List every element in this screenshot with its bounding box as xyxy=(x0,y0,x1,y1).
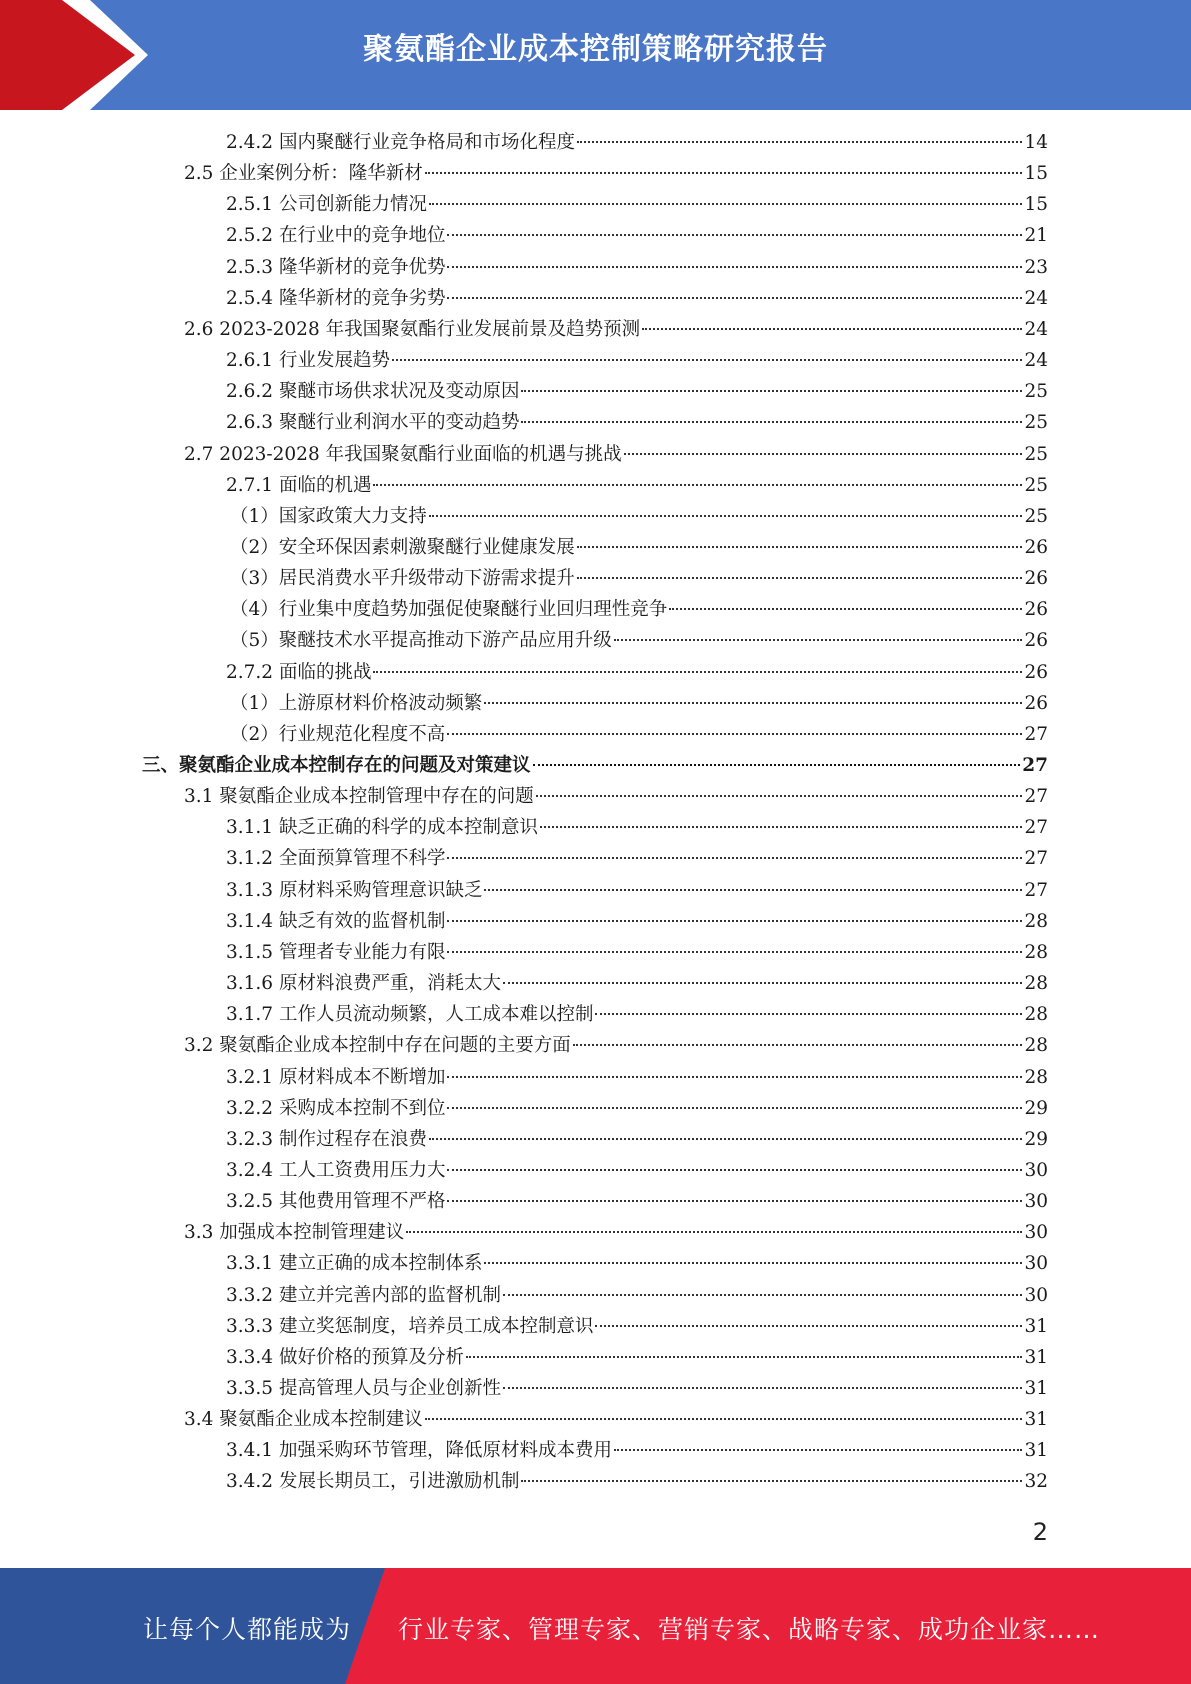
toc-entry-page-number: 30 xyxy=(1024,1284,1048,1306)
toc-entry-page-number: 28 xyxy=(1024,941,1048,963)
toc-entry[interactable] xyxy=(226,407,1048,438)
toc-entry-title: 3.3.5 提高管理人员与企业创新性 xyxy=(226,1378,501,1399)
toc-dot-leader xyxy=(573,1044,1023,1046)
toc-entry-page-number: 32 xyxy=(1024,1471,1048,1493)
toc-entry[interactable] xyxy=(230,625,1048,656)
toc-entry[interactable] xyxy=(226,1155,1048,1186)
toc-dot-leader xyxy=(392,359,1022,361)
toc-entry-page-number: 27 xyxy=(1024,848,1048,870)
page-number: 2 xyxy=(1032,1518,1048,1546)
toc-entry-page-number: 25 xyxy=(1024,474,1048,496)
toc-entry-title: 3.1 聚氨酯企业成本控制管理中存在的问题 xyxy=(184,786,534,808)
toc-dot-leader xyxy=(447,297,1022,299)
toc-entry-title: 2.6.3 聚醚行业利润水平的变动趋势 xyxy=(226,412,520,434)
toc-entry-page-number: 26 xyxy=(1024,692,1048,714)
toc-dot-leader xyxy=(521,421,1022,423)
toc-entry[interactable] xyxy=(226,376,1048,407)
toc-entry[interactable] xyxy=(184,1404,1048,1435)
toc-dot-leader xyxy=(425,1418,1023,1420)
toc-entry-title: 3.3 加强成本控制管理建议 xyxy=(184,1222,405,1244)
toc-entry[interactable] xyxy=(226,1124,1048,1155)
toc-entry-title: 3.2.3 制作过程存在浪费 xyxy=(226,1128,427,1150)
toc-entry-page-number: 28 xyxy=(1024,1035,1048,1057)
toc-entry-title: 3.1.7 工作人员流动频繁，人工成本难以控制 xyxy=(226,1004,594,1026)
toc-entry-title: 2.6.1 行业发展趋势 xyxy=(226,350,390,372)
toc-dot-leader xyxy=(447,733,1022,735)
toc-entry-page-number: 26 xyxy=(1024,568,1048,590)
toc-entry[interactable] xyxy=(230,594,1048,625)
toc-dot-leader xyxy=(533,764,1021,766)
toc-entry-page-number: 31 xyxy=(1024,1409,1048,1431)
toc-entry[interactable] xyxy=(226,189,1048,220)
toc-entry[interactable] xyxy=(226,968,1048,999)
toc-entry-page-number: 24 xyxy=(1024,318,1048,340)
toc-dot-leader xyxy=(406,1231,1022,1233)
toc-dot-leader xyxy=(521,390,1022,392)
toc-entry[interactable] xyxy=(226,1311,1048,1342)
toc-entry[interactable] xyxy=(226,283,1048,314)
toc-entry-page-number: 28 xyxy=(1024,1066,1048,1088)
toc-dot-leader xyxy=(429,203,1022,205)
toc-dot-leader xyxy=(484,889,1022,891)
toc-entry-page-number: 26 xyxy=(1024,599,1048,621)
toc-entry-title: 3.1.6 原材料浪费严重，消耗太大 xyxy=(226,973,501,995)
toc-entry-title: （5）聚醚技术水平提高推动下游产品应用升级 xyxy=(230,630,612,652)
toc-entry-page-number: 27 xyxy=(1024,786,1048,808)
toc-entry-title: （4）行业集中度趋势加强促使聚醚行业回归理性竞争 xyxy=(230,599,668,621)
toc-entry-title: 3.3.4 做好价格的预算及分析 xyxy=(226,1346,464,1368)
toc-entry-title: 3.2.1 原材料成本不断增加 xyxy=(226,1066,446,1088)
toc-entry[interactable] xyxy=(226,1093,1048,1124)
toc-entry-title: 3.2.4 工人工资费用压力大 xyxy=(226,1159,446,1181)
toc-entry-page-number: 27 xyxy=(1022,755,1048,776)
toc-entry-title: 2.6.2 聚醚市场供求状况及变动原因 xyxy=(226,381,520,403)
toc-entry[interactable] xyxy=(226,1248,1048,1279)
toc-entry-page-number: 30 xyxy=(1024,1253,1048,1275)
toc-entry[interactable] xyxy=(226,127,1048,158)
toc-entry-title: 3.1.1 缺乏正确的科学的成本控制意识 xyxy=(226,817,538,839)
toc-entry-page-number: 25 xyxy=(1024,505,1048,527)
toc-entry-title: 3.2.5 其他费用管理不严格 xyxy=(226,1191,446,1213)
toc-entry-title: （1）国家政策大力支持 xyxy=(230,505,427,527)
toc-entry-title: 2.5 企业案例分析：隆华新材 xyxy=(184,163,423,185)
toc-dot-leader xyxy=(577,546,1023,548)
toc-entry-page-number: 14 xyxy=(1024,132,1048,153)
toc-dot-leader xyxy=(447,1107,1022,1109)
toc-dot-leader xyxy=(484,1262,1022,1264)
toc-dot-leader xyxy=(373,484,1022,486)
toc-entry[interactable] xyxy=(226,657,1048,688)
toc-entry[interactable] xyxy=(226,1280,1048,1311)
toc-entry-page-number: 31 xyxy=(1024,1378,1048,1399)
toc-entry[interactable] xyxy=(184,781,1048,812)
toc-entry-page-number: 26 xyxy=(1024,661,1048,683)
toc-entry-title: 3.4.2 发展长期员工，引进激励机制 xyxy=(226,1471,520,1493)
toc-dot-leader xyxy=(503,1387,1022,1389)
toc-dot-leader xyxy=(484,702,1022,704)
toc-entry[interactable] xyxy=(184,158,1048,189)
toc-dot-leader xyxy=(447,1200,1022,1202)
toc-entry-title: 3.3.3 建立奖惩制度，培养员工成本控制意识 xyxy=(226,1315,594,1337)
toc-entry[interactable] xyxy=(226,812,1048,843)
toc-entry-title: 2.5.2 在行业中的竞争地位 xyxy=(226,225,446,247)
toc-entry-page-number: 30 xyxy=(1024,1222,1048,1244)
toc-dot-leader xyxy=(536,795,1023,797)
toc-entry-page-number: 25 xyxy=(1024,443,1048,465)
toc-dot-leader xyxy=(595,1013,1022,1015)
toc-entry-page-number: 31 xyxy=(1024,1440,1048,1462)
toc-entry[interactable] xyxy=(226,470,1048,501)
toc-entry[interactable] xyxy=(142,750,1048,781)
toc-dot-leader xyxy=(447,857,1022,859)
toc-entry-title: 2.7.2 面临的挑战 xyxy=(226,661,372,683)
toc-entry-page-number: 27 xyxy=(1024,879,1048,901)
toc-dot-leader xyxy=(447,234,1022,236)
toc-dot-leader xyxy=(447,951,1022,953)
toc-dot-leader xyxy=(577,141,1022,143)
toc-entry-title: 3.1.3 原材料采购管理意识缺乏 xyxy=(226,879,483,901)
toc-entry-page-number: 25 xyxy=(1024,412,1048,434)
toc-entry-page-number: 31 xyxy=(1024,1346,1048,1368)
toc-entry-page-number: 26 xyxy=(1024,630,1048,652)
toc-entry-page-number: 30 xyxy=(1024,1191,1048,1213)
toc-entry-page-number: 27 xyxy=(1024,817,1048,839)
toc-entry-title: （1）上游原材料价格波动频繁 xyxy=(230,692,483,714)
toc-dot-leader xyxy=(447,266,1022,268)
toc-dot-leader xyxy=(614,1449,1022,1451)
toc-entry-title: 2.5.4 隆华新材的竞争劣势 xyxy=(226,287,446,309)
footer-slogan-left: 让每个人都能成为 xyxy=(143,1615,352,1644)
toc-entry-page-number: 23 xyxy=(1024,256,1048,278)
toc-entry-page-number: 28 xyxy=(1024,973,1048,995)
toc-dot-leader xyxy=(521,1480,1022,1482)
toc-entry-title: 2.6 2023-2028 年我国聚氨酯行业发展前景及趋势预测 xyxy=(184,318,641,340)
toc-entry-title: 2.5.3 隆华新材的竞争优势 xyxy=(226,256,446,278)
toc-entry[interactable] xyxy=(184,439,1048,470)
toc-dot-leader xyxy=(642,328,1022,330)
toc-entry[interactable] xyxy=(226,1062,1048,1093)
page-header xyxy=(0,0,1191,110)
toc-entry-title: 3.3.2 建立并完善内部的监督机制 xyxy=(226,1284,501,1306)
toc-entry-page-number: 28 xyxy=(1024,1004,1048,1026)
toc-dot-leader xyxy=(595,1325,1022,1327)
toc-dot-leader xyxy=(447,920,1022,922)
toc-entry-page-number: 24 xyxy=(1024,287,1048,309)
toc-entry-page-number: 21 xyxy=(1024,225,1048,247)
toc-entry-title: 3.1.5 管理者专业能力有限 xyxy=(226,941,446,963)
report-title: 聚氨酯企业成本控制策略研究报告 xyxy=(363,32,828,67)
toc-entry[interactable] xyxy=(226,345,1048,376)
toc-entry-page-number: 31 xyxy=(1024,1315,1048,1337)
toc-entry-title: （2）安全环保因素刺激聚醚行业健康发展 xyxy=(230,536,575,558)
toc-entry-title: （3）居民消费水平升级带动下游需求提升 xyxy=(230,568,575,590)
toc-entry[interactable] xyxy=(226,252,1048,283)
toc-entry[interactable] xyxy=(184,1217,1048,1248)
toc-entry-page-number: 15 xyxy=(1024,163,1048,185)
toc-dot-leader xyxy=(425,172,1023,174)
toc-entry-title: 2.4.2 国内聚醚行业竞争格局和市场化程度 xyxy=(226,132,575,153)
toc-dot-leader xyxy=(373,671,1022,673)
toc-entry[interactable] xyxy=(226,1373,1048,1404)
toc-dot-leader xyxy=(447,1076,1022,1078)
toc-entry[interactable] xyxy=(226,875,1048,906)
toc-entry-title: 3.4.1 加强采购环节管理，降低原材料成本费用 xyxy=(226,1440,612,1462)
toc-entry[interactable] xyxy=(230,563,1048,594)
toc-entry-title: 3.2.2 采购成本控制不到位 xyxy=(226,1097,446,1119)
toc-entry[interactable] xyxy=(226,937,1048,968)
toc-dot-leader xyxy=(429,515,1023,517)
toc-entry[interactable] xyxy=(226,1435,1048,1466)
toc-entry[interactable] xyxy=(184,314,1048,345)
toc-dot-leader xyxy=(429,1138,1022,1140)
toc-entry[interactable] xyxy=(230,688,1048,719)
toc-entry[interactable] xyxy=(226,220,1048,251)
toc-dot-leader xyxy=(540,826,1022,828)
toc-entry-page-number: 30 xyxy=(1024,1159,1048,1181)
toc-entry-title: 3.1.2 全面预算管理不科学 xyxy=(226,848,446,870)
toc-entry-page-number: 28 xyxy=(1024,910,1048,932)
toc-entry-title: 2.7 2023-2028 年我国聚氨酯行业面临的机遇与挑战 xyxy=(184,443,622,465)
toc-entry-title: 3.2 聚氨酯企业成本控制中存在问题的主要方面 xyxy=(184,1035,571,1057)
toc-entry[interactable] xyxy=(230,501,1048,532)
toc-entry-title: （2）行业规范化程度不高 xyxy=(230,723,446,745)
toc-entry-title: 2.5.1 公司创新能力情况 xyxy=(226,194,427,216)
toc-dot-leader xyxy=(447,1169,1022,1171)
toc-entry-page-number: 29 xyxy=(1024,1097,1048,1119)
toc-entry[interactable] xyxy=(226,999,1048,1030)
toc-dot-leader xyxy=(503,1294,1022,1296)
toc-entry[interactable] xyxy=(226,1466,1048,1497)
toc-dot-leader xyxy=(466,1356,1022,1358)
toc-entry-title: 3.4 聚氨酯企业成本控制建议 xyxy=(184,1409,423,1431)
toc-dot-leader xyxy=(669,608,1022,610)
toc-dot-leader xyxy=(614,639,1023,641)
toc-entry-page-number: 25 xyxy=(1024,381,1048,403)
toc-entry[interactable] xyxy=(226,1186,1048,1217)
toc-entry-page-number: 15 xyxy=(1024,194,1048,216)
toc-entry-title: 3.3.1 建立正确的成本控制体系 xyxy=(226,1253,483,1275)
toc-entry[interactable] xyxy=(230,719,1048,750)
toc-entry[interactable] xyxy=(226,1342,1048,1373)
toc-entry-title: 2.7.1 面临的机遇 xyxy=(226,474,372,496)
toc-entry-page-number: 29 xyxy=(1024,1128,1048,1150)
toc-entry[interactable] xyxy=(226,906,1048,937)
toc-entry-title: 3.1.4 缺乏有效的监督机制 xyxy=(226,910,446,932)
toc-dot-leader xyxy=(577,577,1023,579)
toc-dot-leader xyxy=(503,982,1022,984)
page-footer xyxy=(0,1568,1191,1684)
footer-slogan-right: 行业专家、管理专家、营销专家、战略专家、成功企业家…… xyxy=(398,1615,1101,1644)
toc-entry-page-number: 26 xyxy=(1024,536,1048,558)
toc-entry[interactable] xyxy=(226,843,1048,874)
toc-entry-page-number: 27 xyxy=(1024,723,1048,745)
toc-entry[interactable] xyxy=(230,532,1048,563)
toc-dot-leader xyxy=(624,453,1023,455)
toc-entry[interactable] xyxy=(184,1030,1048,1061)
toc-entry-title: 三、聚氨酯企业成本控制存在的问题及对策建议 xyxy=(142,755,531,776)
toc-entry-page-number: 24 xyxy=(1024,350,1048,372)
